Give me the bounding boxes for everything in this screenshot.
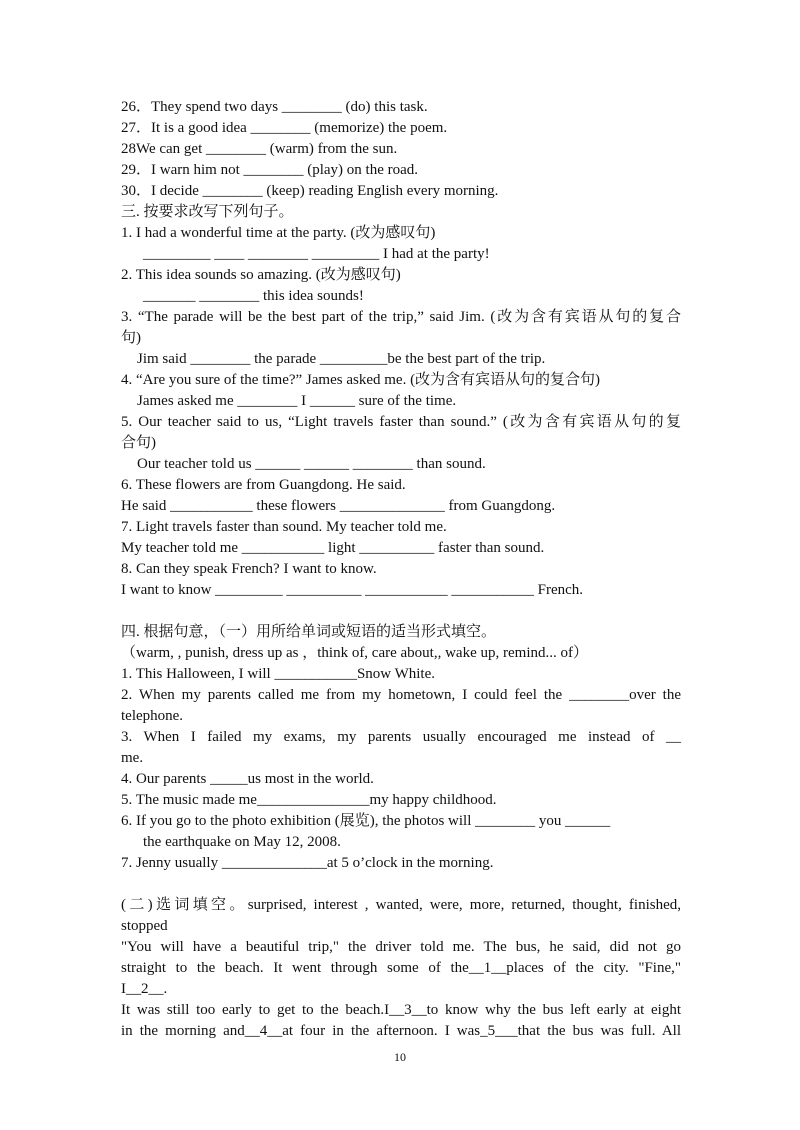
- rewrite-answer-6: He said ___________ these flowers ______________ from Guangdong.: [121, 498, 556, 514]
- rewrite-question-1: 1. I had a wonderful time at the party. (改为感叹句): [121, 225, 436, 241]
- passage-line: straight to the beach. It went through some of the__1__places of the city. "Fine,": [121, 960, 681, 976]
- rewrite-question-2: 2. This idea sounds so amazing. (改为感叹句): [121, 267, 401, 283]
- rewrite-answer-5: Our teacher told us ______ ______ ________ than sound.: [137, 456, 486, 472]
- rewrite-question-7: 7. Light travels faster than sound. My teacher told me.: [121, 519, 447, 535]
- rewrite-question-5: 5. Our teacher said to us, “Light travels faster than sound.” (改为含有宾语从句的复: [121, 414, 681, 430]
- passage-line: I__2__.: [121, 981, 168, 997]
- fill-question-3-cont: me.: [121, 750, 144, 766]
- rewrite-question-5-cont: 合句): [121, 435, 156, 451]
- rewrite-question-8: 8. Can they speak French? I want to know.: [121, 561, 377, 577]
- exercise-line-29: 29．I warn him not ________ (play) on the road.: [121, 162, 419, 178]
- passage-line: "You will have a beautiful trip," the driver told me. The bus, he said, did not go: [121, 939, 681, 955]
- word-bank-1: （warm, , punish, dress up as ，think of, care about,, wake up, remind... of）: [121, 645, 588, 661]
- spacer: [121, 874, 681, 895]
- rewrite-answer-7: My teacher told me ___________ light __________ faster than sound.: [121, 540, 545, 556]
- passage-line: It was still too early to get to the beach.I__3__to know why the bus left early at eight: [121, 1002, 681, 1018]
- word-bank-2: (二)选词填空。surprised, interest , wanted, were, more, returned, thought, finished,: [121, 897, 681, 913]
- rewrite-question-3: 3. “The parade will be the best part of the trip,” said Jim. (改为含有宾语从句的复合: [121, 309, 681, 325]
- fill-question-7: 7. Jenny usually ______________at 5 o’clock in the morning.: [121, 855, 494, 871]
- spacer: [121, 601, 681, 622]
- rewrite-answer-2: _______ ________ this idea sounds!: [143, 288, 364, 304]
- exercise-line-26: 26．They spend two days ________ (do) this task.: [121, 99, 428, 115]
- rewrite-answer-4: James asked me ________ I ______ sure of the time.: [137, 393, 457, 409]
- exercise-line-28: 28We can get ________ (warm) from the sun.: [121, 141, 398, 157]
- rewrite-question-3-cont: 句): [121, 330, 141, 346]
- fill-question-2-cont: telephone.: [121, 708, 184, 724]
- rewrite-answer-1: _________ ____ ________ _________ I had at the party!: [143, 246, 490, 262]
- fill-question-6: 6. If you go to the photo exhibition (展览), the photos will ________ you ______: [121, 813, 611, 829]
- section-heading-3: 三. 按要求改写下列句子。: [121, 204, 294, 220]
- page-number: 10: [394, 1050, 406, 1064]
- section-heading-4: 四. 根据句意，（一）用所给单词或短语的适当形式填空。: [121, 624, 497, 640]
- word-bank-2-cont: stopped: [121, 918, 168, 934]
- fill-question-5: 5. The music made me_______________my happy childhood.: [121, 792, 497, 808]
- fill-question-4: 4. Our parents _____us most in the world.: [121, 771, 374, 787]
- exercise-line-30: 30．I decide ________ (keep) reading English every morning.: [121, 183, 499, 199]
- rewrite-question-6: 6. These flowers are from Guangdong. He said.: [121, 477, 406, 493]
- fill-question-3: 3. When I failed my exams, my parents usually encouraged me instead of __: [121, 729, 681, 745]
- rewrite-answer-3: Jim said ________ the parade _________be the best part of the trip.: [137, 351, 546, 367]
- rewrite-question-4: 4. “Are you sure of the time?” James asked me. (改为含有宾语从句的复合句): [121, 372, 601, 388]
- page-content: [121, 97, 681, 1042]
- fill-question-1: 1. This Halloween, I will ___________Snow White.: [121, 666, 436, 682]
- rewrite-answer-8: I want to know _________ __________ ___________ ___________ French.: [121, 582, 584, 598]
- passage-line: in the morning and__4__at four in the afternoon. I was_5___that the bus was full. All: [121, 1023, 681, 1039]
- exercise-line-27: 27．It is a good idea ________ (memorize) the poem.: [121, 120, 448, 136]
- fill-question-6-cont: the earthquake on May 12, 2008.: [143, 834, 341, 850]
- fill-question-2: 2. When my parents called me from my hometown, I could feel the ________over the: [121, 687, 681, 703]
